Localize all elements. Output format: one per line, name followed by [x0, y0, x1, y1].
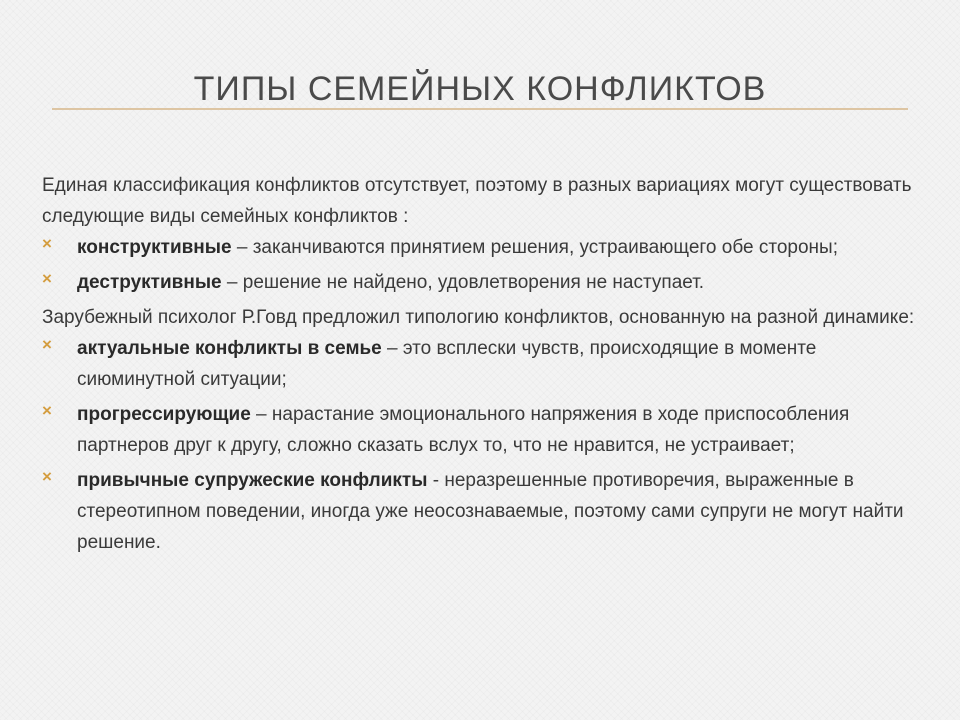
bullet-text: – решение не найдено, удовлетворения не наступает. — [221, 272, 705, 293]
x-bullet-icon: × — [42, 269, 52, 288]
slide-content — [42, 170, 922, 562]
slide-title: ТИПЫ СЕМЕЙНЫХ КОНФЛИКТОВ — [193, 70, 767, 108]
bullet-item-actual — [42, 333, 922, 395]
bullet-text: – это всплески чувств, происходящие в моменте сиюминутной ситуации; — [77, 338, 817, 390]
bullet-text: – нарастание эмоционального напряжения в ходе приспособления партнеров друг к другу, сложно сказать вслух то, что не нравится, не устраивает; — [77, 404, 850, 456]
bullet-term: деструктивные — [77, 272, 222, 293]
intro-paragraph: Единая классификация конфликтов отсутствует, поэтому в разных вариациях могут существовать следующие виды семейных конфликтов : — [42, 175, 912, 227]
x-bullet-icon: × — [42, 467, 52, 486]
x-bullet-icon: × — [42, 401, 52, 420]
bullet-item-constructive — [42, 232, 922, 263]
bullet-term: конструктивные — [77, 237, 232, 258]
bullet-item-destructive — [42, 267, 922, 298]
bullet-item-habitual — [42, 465, 922, 558]
bullet-item-progressive — [42, 399, 922, 461]
bullet-text: - неразрешенные противоречия, выраженные в стереотипном поведении, иногда уже неосознаваемые, поэтому сами супруги не могут найти решение. — [77, 470, 904, 553]
x-bullet-icon: × — [42, 234, 52, 253]
title-divider — [52, 108, 908, 110]
bullet-term: прогрессирующие — [77, 404, 251, 425]
middle-paragraph: Зарубежный психолог Р.Говд предложил типологию конфликтов, основанную на разной динамике: — [42, 307, 915, 328]
bullet-text: – заканчиваются принятием решения, устраивающего обе стороны; — [231, 237, 838, 258]
bullet-term: привычные супружеские конфликты — [77, 470, 428, 491]
x-bullet-icon: × — [42, 335, 52, 354]
bullet-term: актуальные конфликты в семье — [77, 338, 382, 359]
